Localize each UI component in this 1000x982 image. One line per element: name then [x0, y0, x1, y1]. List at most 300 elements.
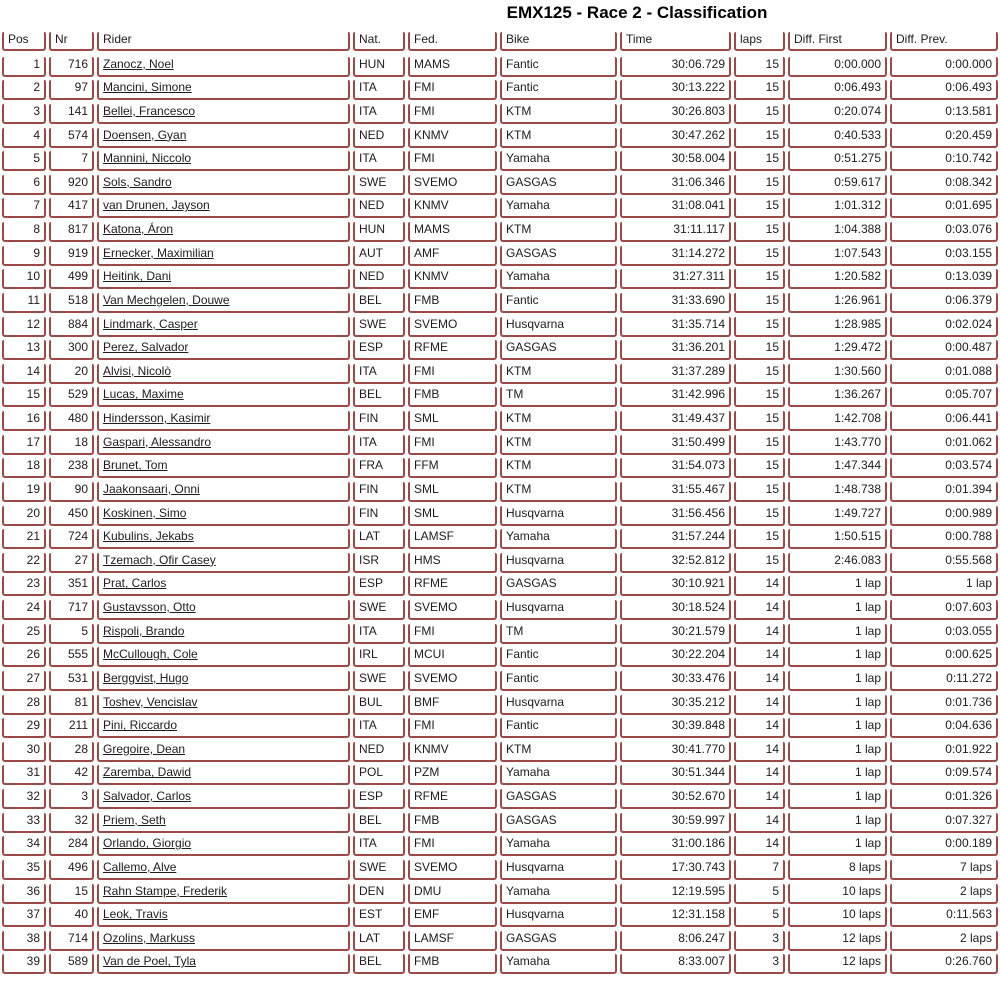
rider-link[interactable]: Van de Poel, Tyla: [97, 954, 350, 974]
cell-pos: 3: [2, 104, 46, 124]
cell-diff_prev: 0:08.342: [890, 175, 998, 195]
cell-diff_prev: 0:13.039: [890, 269, 998, 289]
cell-nr: 351: [49, 576, 94, 596]
cell-fed: SVEMO: [408, 600, 497, 620]
cell-diff_prev: 0:05.707: [890, 387, 998, 407]
cell-laps: 14: [734, 671, 785, 691]
cell-diff_first: 12 laps: [788, 931, 887, 951]
cell-fed: SML: [408, 482, 497, 502]
cell-diff_first: 1:42.708: [788, 411, 887, 431]
rider-link[interactable]: Gustavsson, Otto: [97, 600, 350, 620]
column-header-bike: Bike: [500, 32, 617, 51]
cell-time: 31:27.311: [620, 269, 731, 289]
cell-nr: 555: [49, 647, 94, 667]
cell-laps: 14: [734, 789, 785, 809]
cell-laps: 14: [734, 718, 785, 738]
rider-link[interactable]: Orlando, Giorgio: [97, 836, 350, 856]
cell-laps: 14: [734, 647, 785, 667]
cell-diff_prev: 0:01.695: [890, 198, 998, 218]
cell-fed: RFME: [408, 340, 497, 360]
rider-link[interactable]: Van Mechgelen, Douwe: [97, 293, 350, 313]
cell-nr: 300: [49, 340, 94, 360]
cell-diff_first: 1 lap: [788, 789, 887, 809]
cell-nat: NED: [353, 198, 405, 218]
cell-diff_first: 1:47.344: [788, 458, 887, 478]
cell-nat: POL: [353, 765, 405, 785]
column-header-time: Time: [620, 32, 731, 51]
cell-laps: 5: [734, 884, 785, 904]
cell-nat: SWE: [353, 860, 405, 880]
cell-diff_prev: 0:55.568: [890, 553, 998, 573]
cell-bike: GASGAS: [500, 931, 617, 951]
cell-diff_first: 1 lap: [788, 576, 887, 596]
rider-link[interactable]: Perez, Salvador: [97, 340, 350, 360]
cell-bike: KTM: [500, 742, 617, 762]
cell-nr: 529: [49, 387, 94, 407]
cell-fed: FFM: [408, 458, 497, 478]
column-header-fed: Fed.: [408, 32, 497, 51]
cell-laps: 15: [734, 317, 785, 337]
cell-laps: 14: [734, 742, 785, 762]
cell-diff_first: 2:46.083: [788, 553, 887, 573]
cell-diff_prev: 0:02.024: [890, 317, 998, 337]
cell-diff_prev: 0:06.379: [890, 293, 998, 313]
cell-fed: RFME: [408, 576, 497, 596]
cell-fed: KNMV: [408, 269, 497, 289]
cell-pos: 28: [2, 695, 46, 715]
column-header-pos: Pos: [2, 32, 46, 51]
cell-diff_prev: 0:01.062: [890, 435, 998, 455]
cell-diff_first: 10 laps: [788, 907, 887, 927]
table-row: [2, 455, 998, 479]
cell-time: 30:51.344: [620, 765, 731, 785]
cell-diff_prev: 0:13.581: [890, 104, 998, 124]
cell-nat: DEN: [353, 884, 405, 904]
rider-link[interactable]: Hindersson, Kasimir: [97, 411, 350, 431]
cell-pos: 7: [2, 198, 46, 218]
cell-fed: FMI: [408, 435, 497, 455]
cell-nr: 589: [49, 954, 94, 974]
cell-pos: 22: [2, 553, 46, 573]
cell-diff_prev: 0:20.459: [890, 128, 998, 148]
rider-link[interactable]: Tzemach, Ofir Casey: [97, 553, 350, 573]
cell-time: 12:19.595: [620, 884, 731, 904]
cell-pos: 18: [2, 458, 46, 478]
cell-diff_prev: 0:09.574: [890, 765, 998, 785]
cell-fed: FMI: [408, 836, 497, 856]
cell-pos: 1: [2, 57, 46, 77]
cell-fed: FMI: [408, 80, 497, 100]
cell-nat: SWE: [353, 600, 405, 620]
rider-link[interactable]: Bellei, Francesco: [97, 104, 350, 124]
cell-diff_first: 0:59.617: [788, 175, 887, 195]
cell-nr: 450: [49, 506, 94, 526]
cell-time: 12:31.158: [620, 907, 731, 927]
cell-bike: GASGAS: [500, 340, 617, 360]
classification-table: [2, 30, 998, 974]
cell-laps: 15: [734, 104, 785, 124]
cell-pos: 38: [2, 931, 46, 951]
cell-nr: 717: [49, 600, 94, 620]
cell-nr: 284: [49, 836, 94, 856]
cell-nr: 97: [49, 80, 94, 100]
cell-nat: ESP: [353, 340, 405, 360]
cell-laps: 14: [734, 765, 785, 785]
rider-link[interactable]: Lindmark, Casper: [97, 317, 350, 337]
rider-link[interactable]: Gaspari, Alessandro: [97, 435, 350, 455]
cell-nat: ITA: [353, 624, 405, 644]
cell-bike: Yamaha: [500, 765, 617, 785]
cell-bike: Fantic: [500, 671, 617, 691]
cell-fed: SVEMO: [408, 671, 497, 691]
table-row: [2, 77, 998, 101]
cell-pos: 34: [2, 836, 46, 856]
cell-time: 30:13.222: [620, 80, 731, 100]
cell-diff_prev: 0:04.636: [890, 718, 998, 738]
cell-fed: SVEMO: [408, 175, 497, 195]
table-row: [2, 927, 998, 951]
column-header-nr: Nr: [49, 32, 94, 51]
cell-diff_prev: 2 laps: [890, 884, 998, 904]
cell-diff_first: 1:43.770: [788, 435, 887, 455]
cell-pos: 36: [2, 884, 46, 904]
rider-link[interactable]: Leok, Travis: [97, 907, 350, 927]
cell-diff_prev: 0:06.441: [890, 411, 998, 431]
cell-nat: ITA: [353, 364, 405, 384]
cell-bike: Yamaha: [500, 198, 617, 218]
cell-nat: BEL: [353, 387, 405, 407]
cell-fed: FMI: [408, 718, 497, 738]
cell-fed: SVEMO: [408, 860, 497, 880]
cell-fed: HMS: [408, 553, 497, 573]
cell-fed: AMF: [408, 246, 497, 266]
cell-laps: 14: [734, 813, 785, 833]
cell-pos: 19: [2, 482, 46, 502]
rider-link[interactable]: Ozolins, Markuss: [97, 931, 350, 951]
cell-nat: ESP: [353, 789, 405, 809]
rider-link[interactable]: Kubulins, Jekabs: [97, 529, 350, 549]
cell-nr: 42: [49, 765, 94, 785]
cell-diff_prev: 0:00.189: [890, 836, 998, 856]
rider-link[interactable]: Zaremba, Dawid: [97, 765, 350, 785]
cell-bike: Fantic: [500, 57, 617, 77]
cell-nr: 884: [49, 317, 94, 337]
cell-diff_first: 1 lap: [788, 836, 887, 856]
table-row: [2, 337, 998, 361]
cell-time: 31:06.346: [620, 175, 731, 195]
cell-nr: 919: [49, 246, 94, 266]
cell-pos: 2: [2, 80, 46, 100]
cell-bike: Yamaha: [500, 269, 617, 289]
cell-fed: FMI: [408, 151, 497, 171]
cell-fed: FMB: [408, 954, 497, 974]
cell-nat: AUT: [353, 246, 405, 266]
cell-fed: KNMV: [408, 128, 497, 148]
cell-laps: 15: [734, 364, 785, 384]
cell-nr: 18: [49, 435, 94, 455]
cell-diff_prev: 0:01.922: [890, 742, 998, 762]
cell-diff_first: 1 lap: [788, 695, 887, 715]
cell-fed: DMU: [408, 884, 497, 904]
cell-nr: 90: [49, 482, 94, 502]
cell-nr: 211: [49, 718, 94, 738]
cell-diff_prev: 0:00.989: [890, 506, 998, 526]
cell-nat: ITA: [353, 104, 405, 124]
page-title: EMX125 - Race 2 - Classification: [506, 3, 768, 22]
cell-bike: GASGAS: [500, 576, 617, 596]
table-row: [2, 880, 998, 904]
cell-bike: Fantic: [500, 293, 617, 313]
cell-time: 17:30.743: [620, 860, 731, 880]
cell-laps: 15: [734, 411, 785, 431]
table-row: [2, 904, 998, 928]
table-row: [2, 809, 998, 833]
cell-diff_prev: 0:03.076: [890, 222, 998, 242]
cell-bike: Husqvarna: [500, 907, 617, 927]
cell-diff_prev: 0:10.742: [890, 151, 998, 171]
cell-nat: LAT: [353, 529, 405, 549]
cell-nr: 7: [49, 151, 94, 171]
cell-fed: FMI: [408, 364, 497, 384]
cell-pos: 15: [2, 387, 46, 407]
cell-bike: Husqvarna: [500, 317, 617, 337]
cell-pos: 32: [2, 789, 46, 809]
cell-time: 31:33.690: [620, 293, 731, 313]
rider-link[interactable]: Sols, Sandro: [97, 175, 350, 195]
cell-nat: FIN: [353, 506, 405, 526]
cell-pos: 23: [2, 576, 46, 596]
table-row: [2, 195, 998, 219]
cell-laps: 3: [734, 954, 785, 974]
cell-pos: 35: [2, 860, 46, 880]
cell-diff_prev: 0:03.574: [890, 458, 998, 478]
cell-fed: LAMSF: [408, 529, 497, 549]
rider-link[interactable]: Rispoli, Brando: [97, 624, 350, 644]
cell-nat: SWE: [353, 671, 405, 691]
cell-diff_prev: 0:01.736: [890, 695, 998, 715]
cell-laps: 14: [734, 600, 785, 620]
rider-link[interactable]: Toshev, Vencislav: [97, 695, 350, 715]
rider-link[interactable]: Priem, Seth: [97, 813, 350, 833]
cell-diff_first: 1 lap: [788, 813, 887, 833]
cell-diff_first: 1 lap: [788, 671, 887, 691]
cell-laps: 15: [734, 128, 785, 148]
cell-nat: ITA: [353, 151, 405, 171]
cell-diff_prev: 0:07.603: [890, 600, 998, 620]
cell-nr: 480: [49, 411, 94, 431]
cell-bike: KTM: [500, 128, 617, 148]
rider-link[interactable]: Zanocz, Noel: [97, 57, 350, 77]
cell-bike: GASGAS: [500, 813, 617, 833]
rider-link[interactable]: Rahn Stampe, Frederik: [97, 884, 350, 904]
cell-pos: 31: [2, 765, 46, 785]
table-row: [2, 53, 998, 77]
cell-nat: ITA: [353, 80, 405, 100]
cell-fed: FMI: [408, 624, 497, 644]
cell-time: 30:52.670: [620, 789, 731, 809]
cell-nr: 817: [49, 222, 94, 242]
table-row: [2, 644, 998, 668]
cell-bike: Fantic: [500, 718, 617, 738]
cell-time: 30:18.524: [620, 600, 731, 620]
cell-diff_first: 0:20.074: [788, 104, 887, 124]
cell-time: 31:42.996: [620, 387, 731, 407]
table-row: [2, 218, 998, 242]
cell-diff_prev: 0:00.625: [890, 647, 998, 667]
table-row: [2, 667, 998, 691]
cell-time: 30:21.579: [620, 624, 731, 644]
rider-link[interactable]: McCullough, Cole: [97, 647, 350, 667]
cell-nat: FRA: [353, 458, 405, 478]
cell-time: 8:33.007: [620, 954, 731, 974]
table-row: [2, 691, 998, 715]
cell-time: 31:14.272: [620, 246, 731, 266]
rider-link[interactable]: Berggvist, Hugo: [97, 671, 350, 691]
cell-laps: 15: [734, 222, 785, 242]
cell-pos: 14: [2, 364, 46, 384]
rider-link[interactable]: Callemo, Alve: [97, 860, 350, 880]
cell-laps: 7: [734, 860, 785, 880]
table-row: [2, 431, 998, 455]
cell-diff_first: 12 laps: [788, 954, 887, 974]
cell-pos: 20: [2, 506, 46, 526]
cell-nat: HUN: [353, 57, 405, 77]
cell-laps: 15: [734, 387, 785, 407]
cell-pos: 6: [2, 175, 46, 195]
cell-time: 30:22.204: [620, 647, 731, 667]
cell-bike: Husqvarna: [500, 506, 617, 526]
cell-nr: 518: [49, 293, 94, 313]
cell-diff_first: 1 lap: [788, 624, 887, 644]
cell-nr: 496: [49, 860, 94, 880]
cell-diff_first: 10 laps: [788, 884, 887, 904]
table-row: [2, 313, 998, 337]
rider-link[interactable]: Pini, Riccardo: [97, 718, 350, 738]
cell-time: 31:37.289: [620, 364, 731, 384]
cell-laps: 5: [734, 907, 785, 927]
rider-link[interactable]: Mancini, Simone: [97, 80, 350, 100]
cell-fed: KNMV: [408, 198, 497, 218]
cell-pos: 27: [2, 671, 46, 691]
cell-bike: KTM: [500, 458, 617, 478]
cell-bike: GASGAS: [500, 246, 617, 266]
cell-nr: 531: [49, 671, 94, 691]
cell-laps: 15: [734, 340, 785, 360]
cell-time: 31:11.117: [620, 222, 731, 242]
table-row: [2, 502, 998, 526]
cell-time: 31:56.456: [620, 506, 731, 526]
rider-link[interactable]: Salvador, Carlos: [97, 789, 350, 809]
cell-pos: 17: [2, 435, 46, 455]
column-header-rider: Rider: [97, 32, 350, 51]
rider-link[interactable]: van Drunen, Jayson: [97, 198, 350, 218]
table-row: [2, 478, 998, 502]
column-header-diff_prev: Diff. Prev.: [890, 32, 998, 51]
cell-pos: 4: [2, 128, 46, 148]
cell-nat: LAT: [353, 931, 405, 951]
cell-nr: 15: [49, 884, 94, 904]
cell-nat: ITA: [353, 435, 405, 455]
cell-diff_prev: 0:11.272: [890, 671, 998, 691]
table-row: [2, 951, 998, 975]
cell-nat: HUN: [353, 222, 405, 242]
rider-link[interactable]: Heitink, Dani: [97, 269, 350, 289]
cell-time: 31:36.201: [620, 340, 731, 360]
cell-nr: 40: [49, 907, 94, 927]
cell-diff_first: 1:28.985: [788, 317, 887, 337]
cell-nat: NED: [353, 128, 405, 148]
cell-bike: Yamaha: [500, 884, 617, 904]
rider-link[interactable]: Mannini, Niccolo: [97, 151, 350, 171]
rider-link[interactable]: Alvisi, Nicolò: [97, 364, 350, 384]
rider-link[interactable]: Koskinen, Simo: [97, 506, 350, 526]
rider-link[interactable]: Gregoire, Dean: [97, 742, 350, 762]
cell-bike: TM: [500, 624, 617, 644]
rider-link[interactable]: Jaakonsaari, Onni: [97, 482, 350, 502]
cell-diff_first: 0:00.000: [788, 57, 887, 77]
cell-diff_prev: 0:06.493: [890, 80, 998, 100]
table-header-row: [2, 30, 998, 51]
rider-link[interactable]: Ernecker, Maximilian: [97, 246, 350, 266]
cell-fed: EMF: [408, 907, 497, 927]
cell-time: 32:52.812: [620, 553, 731, 573]
cell-diff_prev: 0:01.326: [890, 789, 998, 809]
cell-diff_first: 8 laps: [788, 860, 887, 880]
cell-fed: FMI: [408, 104, 497, 124]
cell-nr: 20: [49, 364, 94, 384]
cell-bike: Fantic: [500, 647, 617, 667]
column-header-nat: Nat.: [353, 32, 405, 51]
table-row: [2, 620, 998, 644]
cell-laps: 14: [734, 836, 785, 856]
cell-diff_first: 1:50.515: [788, 529, 887, 549]
cell-nr: 5: [49, 624, 94, 644]
cell-laps: 15: [734, 151, 785, 171]
cell-diff_first: 1:48.738: [788, 482, 887, 502]
cell-diff_prev: 0:00.000: [890, 57, 998, 77]
cell-nat: ITA: [353, 836, 405, 856]
cell-diff_first: 1 lap: [788, 765, 887, 785]
cell-nr: 574: [49, 128, 94, 148]
cell-laps: 15: [734, 506, 785, 526]
rider-link[interactable]: Katona, Áron: [97, 222, 350, 242]
table-row: [2, 289, 998, 313]
cell-pos: 39: [2, 954, 46, 974]
rider-link[interactable]: Lucas, Maxime: [97, 387, 350, 407]
cell-time: 31:54.073: [620, 458, 731, 478]
cell-nr: 716: [49, 57, 94, 77]
cell-diff_prev: 0:26.760: [890, 954, 998, 974]
cell-time: 30:26.803: [620, 104, 731, 124]
cell-bike: Yamaha: [500, 151, 617, 171]
cell-pos: 16: [2, 411, 46, 431]
cell-bike: KTM: [500, 435, 617, 455]
table-row: [2, 407, 998, 431]
cell-diff_first: 1:04.388: [788, 222, 887, 242]
rider-link[interactable]: Prat, Carlos: [97, 576, 350, 596]
cell-time: 8:06.247: [620, 931, 731, 951]
cell-time: 30:35.212: [620, 695, 731, 715]
cell-bike: TM: [500, 387, 617, 407]
rider-link[interactable]: Brunet, Tom: [97, 458, 350, 478]
cell-time: 31:57.244: [620, 529, 731, 549]
cell-bike: KTM: [500, 104, 617, 124]
cell-nr: 27: [49, 553, 94, 573]
cell-bike: Husqvarna: [500, 553, 617, 573]
cell-nr: 3: [49, 789, 94, 809]
cell-diff_first: 1:49.727: [788, 506, 887, 526]
rider-link[interactable]: Doensen, Gyan: [97, 128, 350, 148]
